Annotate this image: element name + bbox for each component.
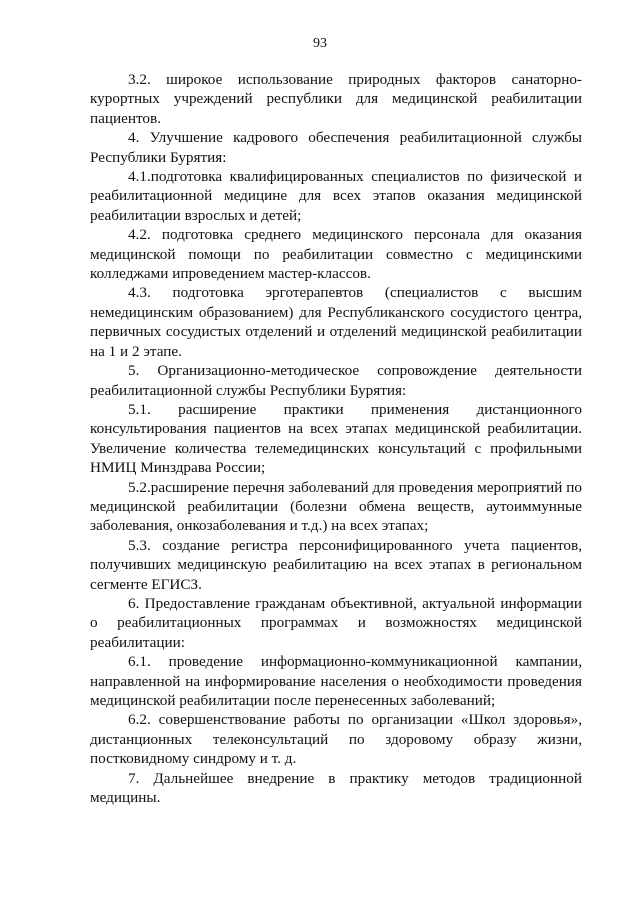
paragraph-4-heading: 4. Улучшение кадрового обеспечения реабилитационной службы Республики Бурятия: — [90, 129, 582, 166]
paragraph-4-2: 4.2. подготовка среднего медицинского персонала для оказания медицинской помощи по реабилитации совместно с медицинскими колледжами ипроведением мастер-классов. — [90, 226, 582, 283]
paragraph-5-2: 5.2.расширение перечня заболеваний для проведения мероприятий по медицинской реабилитации (болезни обмена веществ, аутоиммунные заболевания, онкозаболевания и т.д.) на всех этапах; — [90, 478, 582, 535]
paragraph-3-2: 3.2. широкое использование природных факторов санаторно-курортных учреждений республики для медицинской реабилитации пациентов. — [90, 71, 582, 127]
paragraph-5-1: 5.1. расширение практики применения дистанционного консультирования пациентов на всех этапах медицинской реабилитации. Увеличение количества телемедицинских консультаций с профильными НМИЦ Минздрава России; — [90, 400, 582, 477]
paragraph-4-1: 4.1.подготовка квалифицированных специалистов по физической и реабилитационной медицине для всех этапов оказания медицинской реабилитации взрослых и детей; — [90, 168, 582, 224]
paragraph-5-3: 5.3. создание регистра персонифицированного учета пациентов, получивших медицинскую реабилитацию на всех этапах в региональном сегменте ЕГИСЗ. — [90, 536, 582, 593]
paragraph-6-1: 6.1. проведение информационно-коммуникационной кампании, направленной на информирование населения о необходимости проведения медицинской реабилитации после перенесенных заболеваний; — [90, 653, 582, 709]
paragraph-4-3: 4.3. подготовка эрготерапевтов (специалистов с высшим немедицинским образованием) для Республиканского сосудистого центра, первичных сосудистых отделений и отделений медицинской реабилитации на 1 и 2 этапе. — [90, 284, 582, 360]
document-body — [90, 70, 582, 807]
page-number: 93 — [313, 36, 327, 51]
paragraph-6-2: 6.2. совершенствование работы по организации «Школ здоровья», дистанционных телеконсультаций по здоровому образу жизни, постковидному синдрому и т. д. — [90, 711, 582, 768]
paragraph-6-heading: 6. Предоставление гражданам объективной, актуальной информации о реабилитационных программах и возможностях медицинской реабилитации: — [90, 594, 582, 651]
paragraph-7: 7. Дальнейшее внедрение в практику методов традиционной медицины. — [90, 769, 582, 807]
paragraph-5-heading: 5. Организационно-методическое сопровождение деятельности реабилитационной службы Республики Бурятия: — [90, 362, 582, 399]
